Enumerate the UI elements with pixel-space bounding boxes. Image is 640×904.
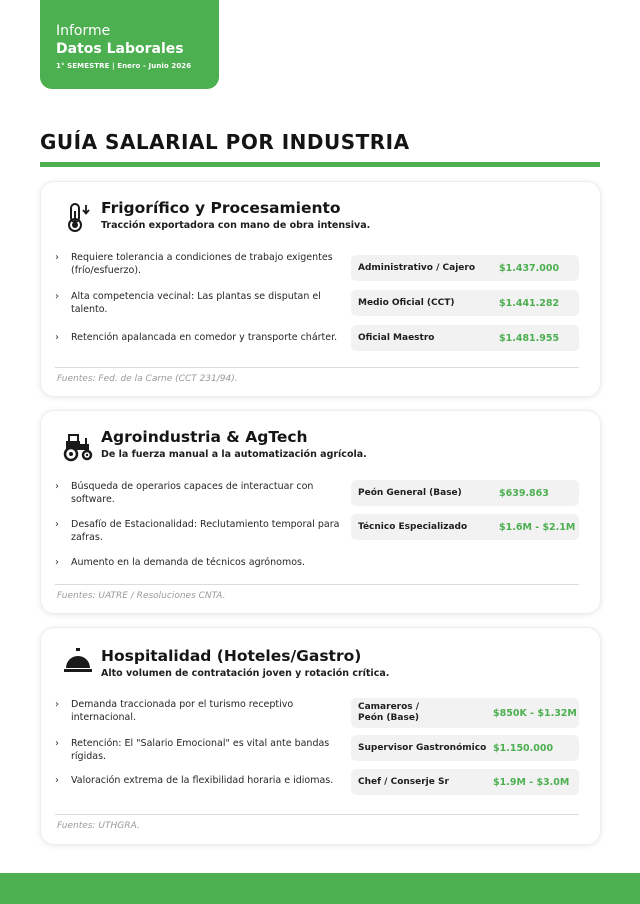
section-title: Agroindustria & AgTech <box>101 428 308 446</box>
list-item: › Requiere tolerancia a condiciones de trabajo exigentes (frío/esfuerzo). <box>55 252 333 276</box>
salary-role: Supervisor Gastronómico <box>358 742 487 753</box>
service-bell-icon <box>61 644 95 678</box>
salary-value: $1.150.000 <box>493 742 554 754</box>
header-label: Informe <box>56 23 111 39</box>
header-period: 1° SEMESTRE | Enero - Junio 2026 <box>56 62 192 70</box>
header-title: Datos Laborales <box>56 41 184 57</box>
salary-role: Camareros / Peón (Base) <box>358 702 420 723</box>
salary-row <box>351 290 579 316</box>
chevron-right-icon: › <box>55 252 59 263</box>
salary-role: Administrativo / Cajero <box>358 262 476 273</box>
card-divider <box>55 584 579 585</box>
chevron-right-icon: › <box>55 332 59 343</box>
salary-row <box>351 698 579 728</box>
salary-row <box>351 480 579 506</box>
card-divider <box>55 367 579 368</box>
thermometer-icon <box>61 200 95 234</box>
chevron-right-icon: › <box>55 291 59 302</box>
list-item: › Demanda traccionada por el turismo receptivo internacional. <box>55 699 294 723</box>
list-item: › Retención apalancada en comedor y transporte chárter. <box>55 332 338 343</box>
salary-value: $850K - $1.32M <box>493 707 577 719</box>
list-item: › Alta competencia vecinal: Las plantas se disputan el talento. <box>55 291 321 315</box>
salary-row <box>351 325 579 351</box>
salary-value: $1.441.282 <box>499 297 560 309</box>
salary-role: Oficial Maestro <box>358 332 435 343</box>
section-card-frigorifico <box>40 181 601 397</box>
salary-value: $1.481.955 <box>499 332 560 344</box>
salary-row <box>351 514 579 540</box>
chevron-right-icon: › <box>55 557 59 568</box>
salary-role: Peón General (Base) <box>358 487 462 498</box>
chevron-right-icon: › <box>55 775 59 786</box>
section-title: Hospitalidad (Hoteles/Gastro) <box>101 647 362 665</box>
salary-value: $1.6M - $2.1M <box>499 521 576 533</box>
card-divider <box>55 814 579 815</box>
source-note: Fuentes: UTHGRA. <box>57 821 140 831</box>
report-header-tab <box>40 0 219 89</box>
title-divider <box>40 162 600 167</box>
salary-role: Técnico Especializado <box>358 521 468 532</box>
section-title: Frigorífico y Procesamiento <box>101 199 341 217</box>
chevron-right-icon: › <box>55 738 59 749</box>
chevron-right-icon: › <box>55 519 59 530</box>
source-note: Fuentes: Fed. de la Carne (CCT 231/94). <box>57 374 238 384</box>
salary-row <box>351 255 579 281</box>
section-card-agroindustria <box>40 410 601 614</box>
section-card-hospitalidad <box>40 627 601 845</box>
source-note: Fuentes: UATRE / Resoluciones CNTA. <box>57 591 226 601</box>
list-item: › Búsqueda de operarios capaces de interactuar con software. <box>55 481 314 505</box>
chevron-right-icon: › <box>55 481 59 492</box>
salary-role: Medio Oficial (CCT) <box>358 297 455 308</box>
section-subtitle: Alto volumen de contratación joven y rotación crítica. <box>101 668 390 679</box>
chevron-right-icon: › <box>55 699 59 710</box>
list-item: › Desafío de Estacionalidad: Reclutamiento temporal para zafras. <box>55 519 340 543</box>
tractor-icon <box>61 429 95 463</box>
list-item: › Valoración extrema de la flexibilidad horaria e idiomas. <box>55 775 334 786</box>
salary-role: Chef / Conserje Sr <box>358 776 449 787</box>
section-subtitle: Tracción exportadora con mano de obra intensiva. <box>101 220 371 231</box>
list-item: › Retención: El "Salario Emocional" es vital ante bandas rígidas. <box>55 738 330 762</box>
salary-value: $1.437.000 <box>499 262 560 274</box>
list-item: › Aumento en la demanda de técnicos agrónomos. <box>55 557 305 568</box>
salary-row <box>351 769 579 795</box>
salary-value: $639.863 <box>499 487 549 499</box>
page-title: GUÍA SALARIAL POR INDUSTRIA <box>40 130 410 154</box>
salary-value: $1.9M - $3.0M <box>493 776 570 788</box>
salary-row <box>351 735 579 761</box>
footer-bar <box>0 873 640 904</box>
section-subtitle: De la fuerza manual a la automatización agrícola. <box>101 449 367 460</box>
